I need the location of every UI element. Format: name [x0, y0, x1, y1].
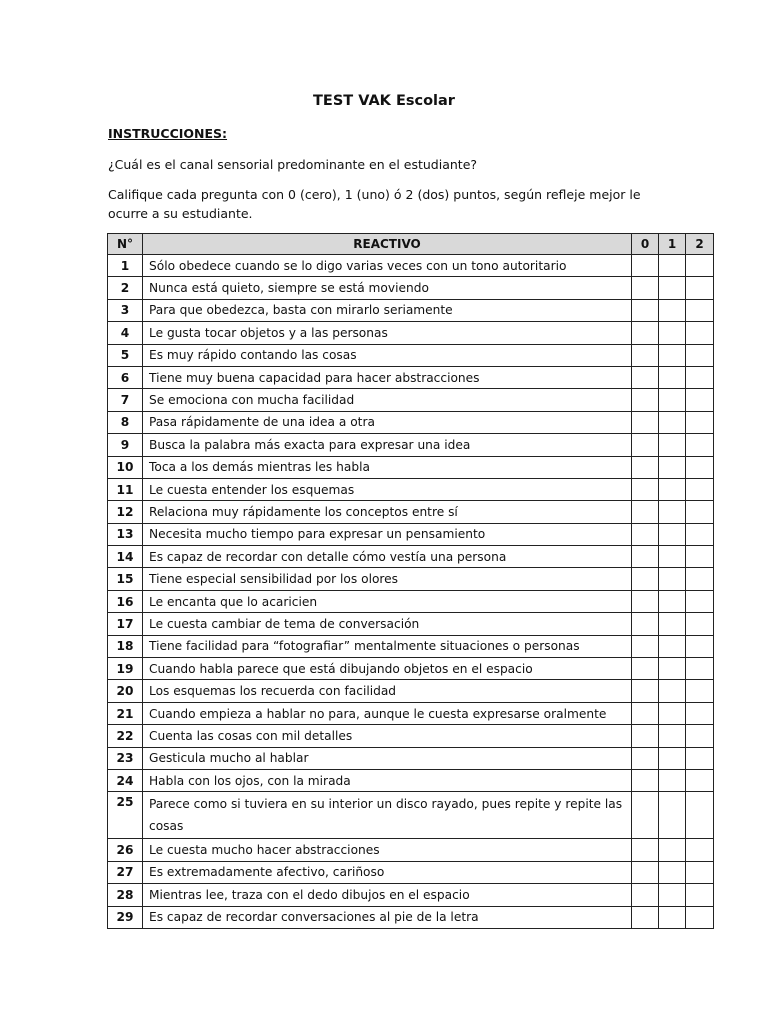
- score-cell-2[interactable]: [686, 769, 714, 791]
- table-row: [108, 680, 714, 702]
- item-number: 24: [108, 769, 143, 791]
- item-number: 13: [108, 523, 143, 545]
- score-cell-2[interactable]: [686, 322, 714, 344]
- table-row: [108, 344, 714, 366]
- score-cell-2[interactable]: [686, 747, 714, 769]
- score-cell-1[interactable]: [659, 747, 686, 769]
- score-cell-0[interactable]: [632, 456, 659, 478]
- score-cell-2[interactable]: [686, 590, 714, 612]
- score-cell-1[interactable]: [659, 501, 686, 523]
- item-number: 6: [108, 366, 143, 388]
- item-text: Mientras lee, traza con el dedo dibujos en el espacio: [143, 884, 632, 906]
- table-row: [108, 635, 714, 657]
- item-text: Pasa rápidamente de una idea a otra: [143, 411, 632, 433]
- score-cell-2[interactable]: [686, 792, 714, 839]
- table-row: [108, 456, 714, 478]
- table-row: [108, 568, 714, 590]
- item-number: 29: [108, 906, 143, 928]
- table-row: [108, 501, 714, 523]
- table-row: [108, 366, 714, 388]
- item-number: 10: [108, 456, 143, 478]
- score-cell-0[interactable]: [632, 344, 659, 366]
- score-cell-2[interactable]: [686, 523, 714, 545]
- score-cell-0[interactable]: [632, 501, 659, 523]
- score-cell-1[interactable]: [659, 635, 686, 657]
- table-row: [108, 389, 714, 411]
- table-row: [108, 322, 714, 344]
- score-cell-0[interactable]: [632, 255, 659, 277]
- score-cell-0[interactable]: [632, 568, 659, 590]
- item-number: 28: [108, 884, 143, 906]
- item-text: Relaciona muy rápidamente los conceptos entre sí: [143, 501, 632, 523]
- score-cell-1[interactable]: [659, 299, 686, 321]
- score-cell-0[interactable]: [632, 792, 659, 839]
- item-text: Busca la palabra más exacta para expresar una idea: [143, 434, 632, 456]
- table-row: [108, 747, 714, 769]
- table-row: [108, 906, 714, 928]
- score-cell-1[interactable]: [659, 613, 686, 635]
- score-cell-2[interactable]: [686, 680, 714, 702]
- item-text: Cuando empieza a hablar no para, aunque le cuesta expresarse oralmente: [143, 702, 632, 724]
- item-text: Tiene especial sensibilidad por los olores: [143, 568, 632, 590]
- score-cell-2[interactable]: [686, 411, 714, 433]
- score-cell-0[interactable]: [632, 769, 659, 791]
- item-text: Habla con los ojos, con la mirada: [143, 769, 632, 791]
- score-cell-2[interactable]: [686, 478, 714, 500]
- item-number: 16: [108, 590, 143, 612]
- table-row: [108, 613, 714, 635]
- score-cell-0[interactable]: [632, 725, 659, 747]
- score-cell-1[interactable]: [659, 861, 686, 883]
- score-cell-2[interactable]: [686, 658, 714, 680]
- score-cell-0[interactable]: [632, 277, 659, 299]
- score-cell-2[interactable]: [686, 434, 714, 456]
- item-text: Parece como si tuviera en su interior un disco rayado, pues repite y repite las cosas: [143, 792, 632, 839]
- score-cell-0[interactable]: [632, 590, 659, 612]
- item-number: 18: [108, 635, 143, 657]
- score-cell-1[interactable]: [659, 277, 686, 299]
- item-text: Le cuesta mucho hacer abstracciones: [143, 839, 632, 861]
- item-number: 15: [108, 568, 143, 590]
- table-row: [108, 299, 714, 321]
- score-cell-2[interactable]: [686, 635, 714, 657]
- score-cell-1[interactable]: [659, 839, 686, 861]
- instructions-paragraph: Califique cada pregunta con 0 (cero), 1 (uno) ó 2 (dos) puntos, según refleje mejor le ocurre a su estudiante.: [108, 187, 641, 221]
- score-cell-1[interactable]: [659, 792, 686, 839]
- score-cell-2[interactable]: [686, 299, 714, 321]
- score-cell-1[interactable]: [659, 590, 686, 612]
- document-title: TEST VAK Escolar: [313, 93, 455, 109]
- item-text: Nunca está quieto, siempre se está moviendo: [143, 277, 632, 299]
- score-cell-0[interactable]: [632, 546, 659, 568]
- item-text: Es muy rápido contando las cosas: [143, 344, 632, 366]
- item-number: 7: [108, 389, 143, 411]
- item-number: 23: [108, 747, 143, 769]
- score-cell-0[interactable]: [632, 861, 659, 883]
- score-cell-2[interactable]: [686, 884, 714, 906]
- score-cell-2[interactable]: [686, 568, 714, 590]
- table-row: [108, 702, 714, 724]
- score-cell-1[interactable]: [659, 568, 686, 590]
- score-cell-0[interactable]: [632, 322, 659, 344]
- table-row: [108, 478, 714, 500]
- score-cell-0[interactable]: [632, 702, 659, 724]
- item-text: Es capaz de recordar con detalle cómo vestía una persona: [143, 546, 632, 568]
- header-score-0: 0: [632, 234, 659, 255]
- score-cell-0[interactable]: [632, 434, 659, 456]
- score-cell-1[interactable]: [659, 725, 686, 747]
- score-cell-2[interactable]: [686, 613, 714, 635]
- score-cell-1[interactable]: [659, 523, 686, 545]
- item-text: Tiene muy buena capacidad para hacer abstracciones: [143, 366, 632, 388]
- table-row: [108, 411, 714, 433]
- score-cell-1[interactable]: [659, 478, 686, 500]
- table-row: [108, 725, 714, 747]
- item-number: 22: [108, 725, 143, 747]
- instructions-heading: INSTRUCCIONES:: [108, 126, 228, 141]
- score-cell-1[interactable]: [659, 255, 686, 277]
- score-cell-1[interactable]: [659, 434, 686, 456]
- table-row: [108, 546, 714, 568]
- item-number: 1: [108, 255, 143, 277]
- score-cell-1[interactable]: [659, 344, 686, 366]
- item-text: Le gusta tocar objetos y a las personas: [143, 322, 632, 344]
- item-number: 3: [108, 299, 143, 321]
- item-text: Le cuesta cambiar de tema de conversación: [143, 613, 632, 635]
- score-cell-0[interactable]: [632, 839, 659, 861]
- score-cell-0[interactable]: [632, 478, 659, 500]
- score-cell-0[interactable]: [632, 523, 659, 545]
- score-cell-1[interactable]: [659, 389, 686, 411]
- item-number: 9: [108, 434, 143, 456]
- table-row: [108, 792, 714, 839]
- score-cell-1[interactable]: [659, 906, 686, 928]
- score-cell-2[interactable]: [686, 456, 714, 478]
- score-cell-2[interactable]: [686, 344, 714, 366]
- table-row: [108, 769, 714, 791]
- score-cell-1[interactable]: [659, 411, 686, 433]
- score-cell-1[interactable]: [659, 769, 686, 791]
- table-row: [108, 590, 714, 612]
- item-text: Le cuesta entender los esquemas: [143, 478, 632, 500]
- item-text: Toca a los demás mientras les habla: [143, 456, 632, 478]
- score-cell-2[interactable]: [686, 546, 714, 568]
- table-row: [108, 658, 714, 680]
- item-text: Es capaz de recordar conversaciones al pie de la letra: [143, 906, 632, 928]
- item-text: Le encanta que lo acaricien: [143, 590, 632, 612]
- score-cell-2[interactable]: [686, 501, 714, 523]
- item-text: Para que obedezca, basta con mirarlo seriamente: [143, 299, 632, 321]
- score-cell-2[interactable]: [686, 366, 714, 388]
- header-score-1: 1: [659, 234, 686, 255]
- item-text: Los esquemas los recuerda con facilidad: [143, 680, 632, 702]
- item-number: 5: [108, 344, 143, 366]
- score-cell-0[interactable]: [632, 613, 659, 635]
- table-body: [108, 255, 714, 929]
- item-number: 20: [108, 680, 143, 702]
- score-cell-0[interactable]: [632, 680, 659, 702]
- score-cell-0[interactable]: [632, 389, 659, 411]
- vak-test-table: [107, 233, 714, 929]
- table-row: [108, 255, 714, 277]
- header-item: REACTIVO: [143, 234, 632, 255]
- item-text: Necesita mucho tiempo para expresar un pensamiento: [143, 523, 632, 545]
- score-cell-2[interactable]: [686, 861, 714, 883]
- instructions-question: ¿Cuál es el canal sensorial predominante en el estudiante?: [108, 157, 478, 172]
- score-cell-0[interactable]: [632, 658, 659, 680]
- item-text: Cuenta las cosas con mil detalles: [143, 725, 632, 747]
- header-score-2: 2: [686, 234, 714, 255]
- item-number: 11: [108, 478, 143, 500]
- score-cell-2[interactable]: [686, 839, 714, 861]
- score-cell-2[interactable]: [686, 906, 714, 928]
- item-number: 14: [108, 546, 143, 568]
- score-cell-1[interactable]: [659, 366, 686, 388]
- score-cell-1[interactable]: [659, 456, 686, 478]
- item-number: 27: [108, 861, 143, 883]
- score-cell-0[interactable]: [632, 635, 659, 657]
- item-number: 21: [108, 702, 143, 724]
- table-row: [108, 884, 714, 906]
- item-number: 25: [108, 792, 143, 839]
- score-cell-0[interactable]: [632, 411, 659, 433]
- score-cell-0[interactable]: [632, 906, 659, 928]
- score-cell-1[interactable]: [659, 884, 686, 906]
- score-cell-0[interactable]: [632, 366, 659, 388]
- table-row: [108, 839, 714, 861]
- header-number: N°: [108, 234, 143, 255]
- score-cell-1[interactable]: [659, 658, 686, 680]
- item-number: 2: [108, 277, 143, 299]
- table-row: [108, 434, 714, 456]
- item-text: Se emociona con mucha facilidad: [143, 389, 632, 411]
- score-cell-0[interactable]: [632, 747, 659, 769]
- score-cell-2[interactable]: [686, 255, 714, 277]
- score-cell-1[interactable]: [659, 680, 686, 702]
- score-cell-2[interactable]: [686, 277, 714, 299]
- item-number: 4: [108, 322, 143, 344]
- item-number: 26: [108, 839, 143, 861]
- item-text: Es extremadamente afectivo, cariñoso: [143, 861, 632, 883]
- item-text: Tiene facilidad para “fotografiar” mentalmente situaciones o personas: [143, 635, 632, 657]
- score-cell-1[interactable]: [659, 702, 686, 724]
- item-number: 8: [108, 411, 143, 433]
- item-text: Cuando habla parece que está dibujando objetos en el espacio: [143, 658, 632, 680]
- score-cell-2[interactable]: [686, 725, 714, 747]
- item-number: 19: [108, 658, 143, 680]
- score-cell-0[interactable]: [632, 299, 659, 321]
- score-cell-2[interactable]: [686, 389, 714, 411]
- table-row: [108, 523, 714, 545]
- table-row: [108, 861, 714, 883]
- item-number: 17: [108, 613, 143, 635]
- table-row: [108, 277, 714, 299]
- score-cell-1[interactable]: [659, 546, 686, 568]
- score-cell-2[interactable]: [686, 702, 714, 724]
- item-text: Sólo obedece cuando se lo digo varias veces con un tono autoritario: [143, 255, 632, 277]
- score-cell-0[interactable]: [632, 884, 659, 906]
- table-header-row: [108, 234, 714, 255]
- item-number: 12: [108, 501, 143, 523]
- score-cell-1[interactable]: [659, 322, 686, 344]
- item-text: Gesticula mucho al hablar: [143, 747, 632, 769]
